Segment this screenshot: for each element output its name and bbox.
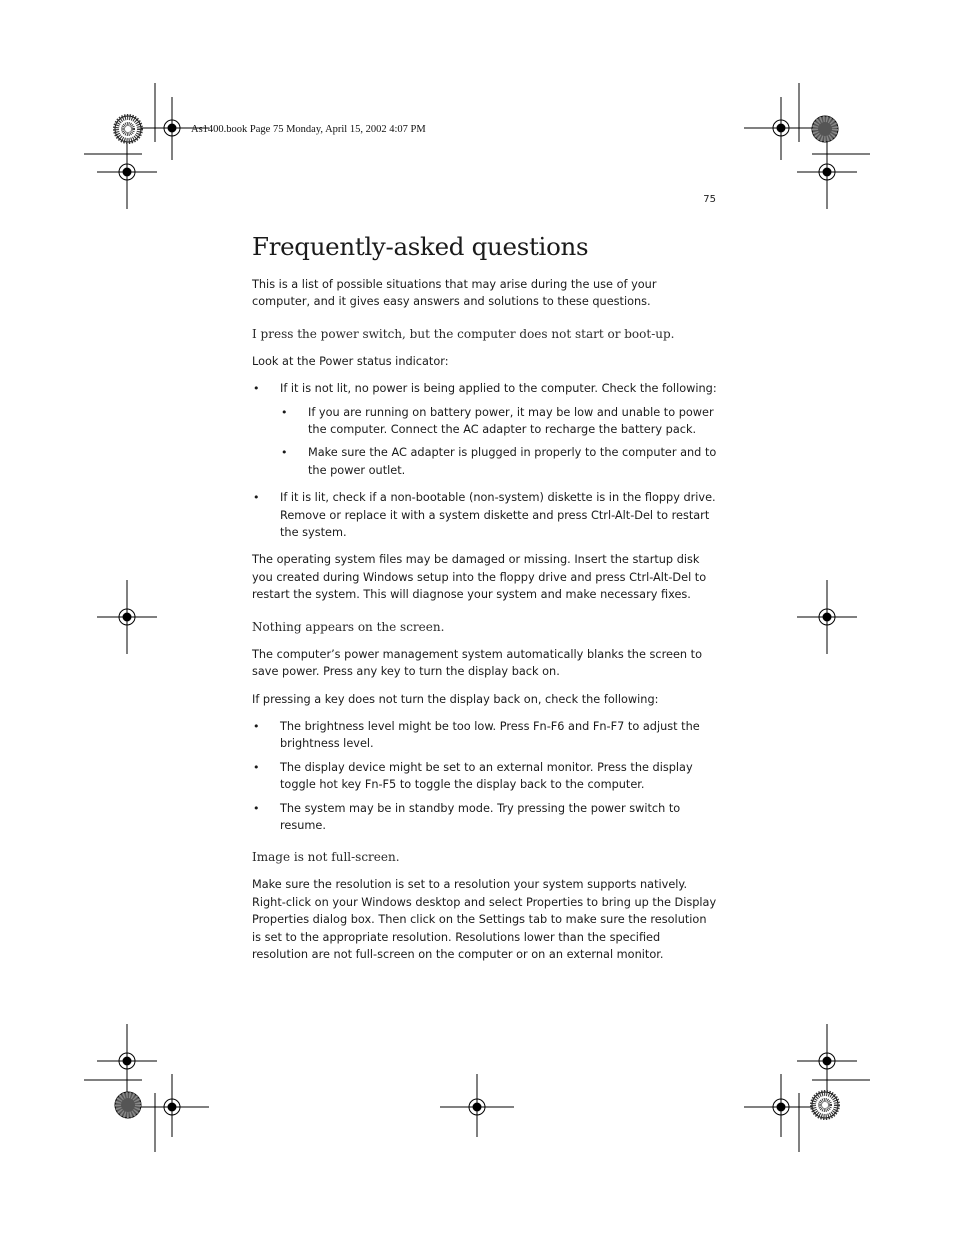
section-heading-power: I press the power switch, but the computer does not start or boot-up. — [252, 326, 675, 341]
bullet-icon: • — [281, 446, 288, 460]
section-paragraph: Make sure the resolution is set to a resolution your system supports natively. Right-click on your Windows desktop and select Properties to bring up the Display Properties dialog box. Then click on the Settings tab to make sure the resolution is set to the appropriate resolution. Resolutions lower than the specified resolution are not full-screen on the computer or on an external monitor. — [252, 878, 717, 961]
list-item: • The brightness level might be too low. Press Fn-F6 and Fn-F7 to adjust the brightness level. — [253, 719, 700, 751]
list-item: • The display device might be set to an external monitor. Press the display toggle hot key Fn-F5 to toggle the display back to the computer. — [253, 760, 693, 792]
section-heading-screen: Nothing appears on the screen. — [252, 619, 445, 634]
list-item: • Make sure the AC adapter is plugged in properly to the computer and to the power outlet. — [281, 446, 717, 477]
list-item: • If you are running on battery power, it may be low and unable to power the computer. Connect the AC adapter to recharge the battery pack. — [281, 405, 714, 437]
bullet-list — [252, 718, 718, 834]
intro-paragraph: This is a list of possible situations that may arise during the use of your computer, and it gives easy answers and solutions to these questions. — [252, 278, 657, 309]
page-title: Frequently-asked questions — [252, 232, 589, 261]
section-lead: Look at the Power status indicator: — [252, 354, 449, 368]
bullet-icon: • — [253, 801, 260, 815]
print-slug: As1400.book Page 75 Monday, April 15, 2002 4:07 PM — [191, 124, 426, 135]
page-content — [252, 232, 718, 973]
page-number: 75 — [703, 194, 716, 205]
section-closing: The operating system files may be damaged or missing. Insert the startup disk you created during Windows setup into the floppy drive and press Ctrl-Alt-Del to restart the system. This will diagnose your system and make necessary fixes. — [252, 553, 707, 602]
bullet-icon: • — [253, 491, 260, 505]
section-heading-image: Image is not full-screen. — [252, 850, 400, 865]
bullet-icon: • — [253, 382, 260, 396]
section-paragraph: If pressing a key does not turn the display back on, check the following: — [252, 692, 659, 706]
section-paragraph: The computer’s power management system automatically blanks the screen to save power. Press any key to turn the display back on. — [252, 647, 702, 679]
list-item: • If it is not lit, no power is being applied to the computer. Check the following: — [252, 380, 718, 397]
bullet-icon: • — [253, 719, 260, 733]
bullet-list — [252, 380, 718, 541]
list-item: • If it is lit, check if a non-bootable (non-system) diskette is in the floppy drive. Remove or replace it with a system diskette and press Ctrl-Alt-Del to restart the system. — [253, 491, 716, 540]
list-item: • The system may be in standby mode. Try pressing the power switch to resume. — [253, 801, 681, 832]
bullet-icon: • — [281, 405, 288, 419]
bullet-icon: • — [253, 760, 260, 774]
